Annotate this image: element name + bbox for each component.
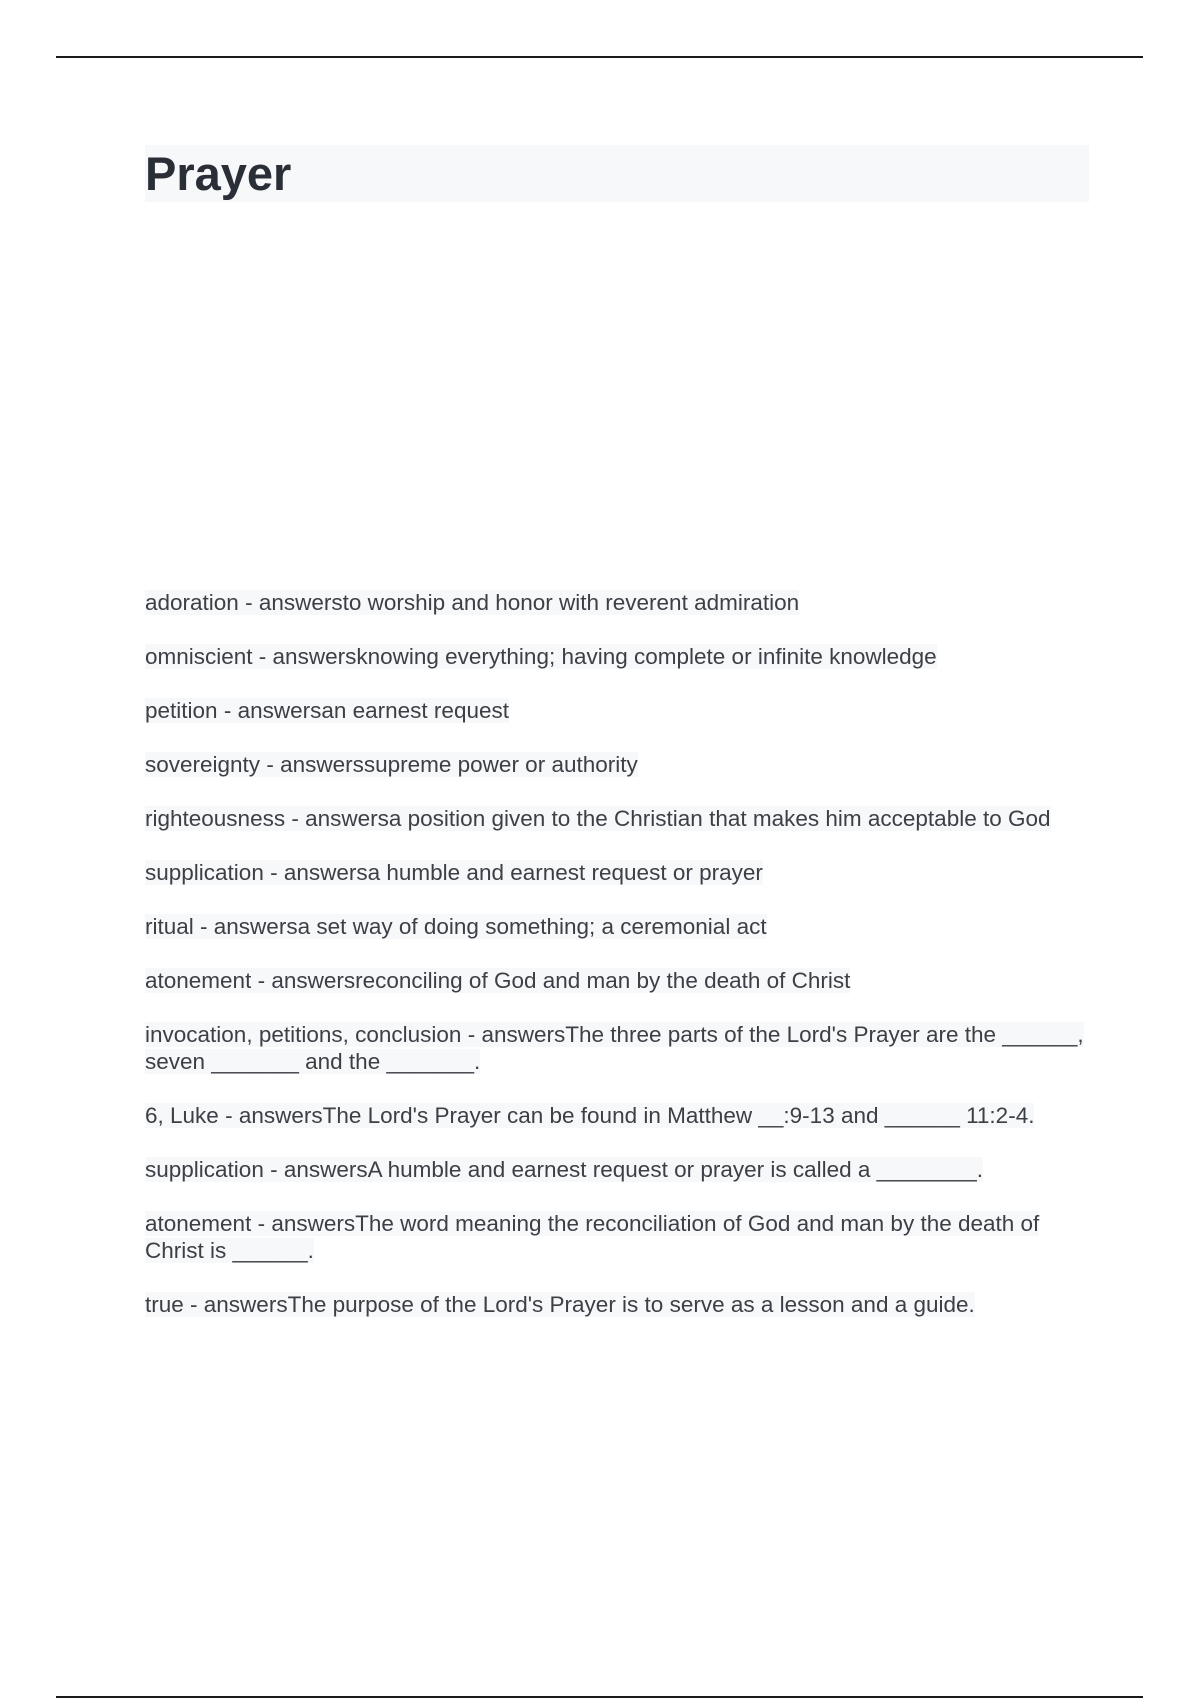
qa-item xyxy=(145,1021,1085,1075)
qa-answer: The three parts of the Lord's Prayer are the ______, seven _______ and the _______. xyxy=(145,1022,1084,1074)
qa-answer-tag: answers xyxy=(258,590,343,615)
qa-item xyxy=(145,751,1085,778)
qa-term: sovereignty xyxy=(145,752,261,777)
qa-item xyxy=(145,805,1085,832)
qa-term: atonement xyxy=(145,968,252,993)
qa-answer: reconciling of God and man by the death of Christ xyxy=(355,968,851,993)
qa-answer: supreme power or authority xyxy=(363,752,638,777)
qa-term: 6, Luke xyxy=(145,1103,219,1128)
qa-item xyxy=(145,1291,1085,1318)
qa-separator: - xyxy=(263,860,284,885)
qa-separator: - xyxy=(263,1157,284,1182)
qa-answer: a set way of doing something; a ceremonial act xyxy=(297,914,767,939)
qa-item xyxy=(145,859,1085,886)
qa-item xyxy=(145,967,1085,994)
qa-answer-tag: answers xyxy=(213,914,298,939)
qa-answer: a position given to the Christian that makes him acceptable to God xyxy=(388,806,1051,831)
bottom-rule xyxy=(56,1696,1143,1698)
qa-item xyxy=(145,643,1085,670)
qa-answer: The purpose of the Lord's Prayer is to serve as a lesson and a guide. xyxy=(287,1292,975,1317)
qa-term: ritual xyxy=(145,914,194,939)
qa-term: omniscient xyxy=(145,644,253,669)
qa-answer: to worship and honor with reverent admiration xyxy=(342,590,800,615)
qa-item xyxy=(145,913,1085,940)
qa-term: supplication xyxy=(145,860,264,885)
qa-item xyxy=(145,1102,1085,1129)
qa-answer-tag: answers xyxy=(271,1211,356,1236)
qa-separator: - xyxy=(260,752,281,777)
qa-separator: - xyxy=(193,914,214,939)
page-title: Prayer xyxy=(145,147,292,200)
qa-answer: A humble and earnest request or prayer is called a ________. xyxy=(367,1157,984,1182)
top-rule xyxy=(56,56,1143,58)
qa-answer-tag: answers xyxy=(481,1022,566,1047)
qa-item xyxy=(145,697,1085,724)
qa-answer-tag: answers xyxy=(203,1292,288,1317)
qa-answer-tag: answers xyxy=(237,698,322,723)
qa-separator: - xyxy=(183,1292,204,1317)
qa-term: petition xyxy=(145,698,218,723)
qa-separator: - xyxy=(251,1211,272,1236)
qa-separator: - xyxy=(285,806,306,831)
qa-answer-tag: answers xyxy=(283,860,368,885)
qa-list xyxy=(145,589,1085,1345)
qa-answer: The word meaning the reconciliation of God and man by the death of Christ is ______. xyxy=(145,1211,1040,1263)
qa-item xyxy=(145,1210,1085,1264)
qa-answer-tag: answers xyxy=(305,806,389,831)
qa-separator: - xyxy=(461,1022,482,1047)
qa-separator: - xyxy=(251,968,272,993)
qa-answer-tag: answers xyxy=(238,1103,323,1128)
qa-answer-tag: answers xyxy=(271,968,356,993)
qa-item xyxy=(145,1156,1085,1183)
qa-item xyxy=(145,589,1085,616)
qa-term: invocation, petitions, conclusion xyxy=(145,1022,462,1047)
qa-separator: - xyxy=(238,590,259,615)
qa-term: supplication xyxy=(145,1157,264,1182)
qa-answer: knowing everything; having complete or infinite knowledge xyxy=(356,644,937,669)
qa-separator: - xyxy=(218,1103,239,1128)
qa-answer-tag: answers xyxy=(283,1157,368,1182)
qa-separator: - xyxy=(252,644,273,669)
qa-answer-tag: answers xyxy=(272,644,357,669)
qa-answer: an earnest request xyxy=(321,698,509,723)
qa-term: adoration xyxy=(145,590,239,615)
qa-term: true xyxy=(145,1292,184,1317)
qa-answer: The Lord's Prayer can be found in Matthew __:9-13 and ______ 11:2-4. xyxy=(322,1103,1035,1128)
qa-answer: a humble and earnest request or prayer xyxy=(367,860,763,885)
qa-term: atonement xyxy=(145,1211,252,1236)
qa-term: righteousness xyxy=(145,806,286,831)
qa-answer-tag: answers xyxy=(280,752,364,777)
qa-separator: - xyxy=(217,698,238,723)
